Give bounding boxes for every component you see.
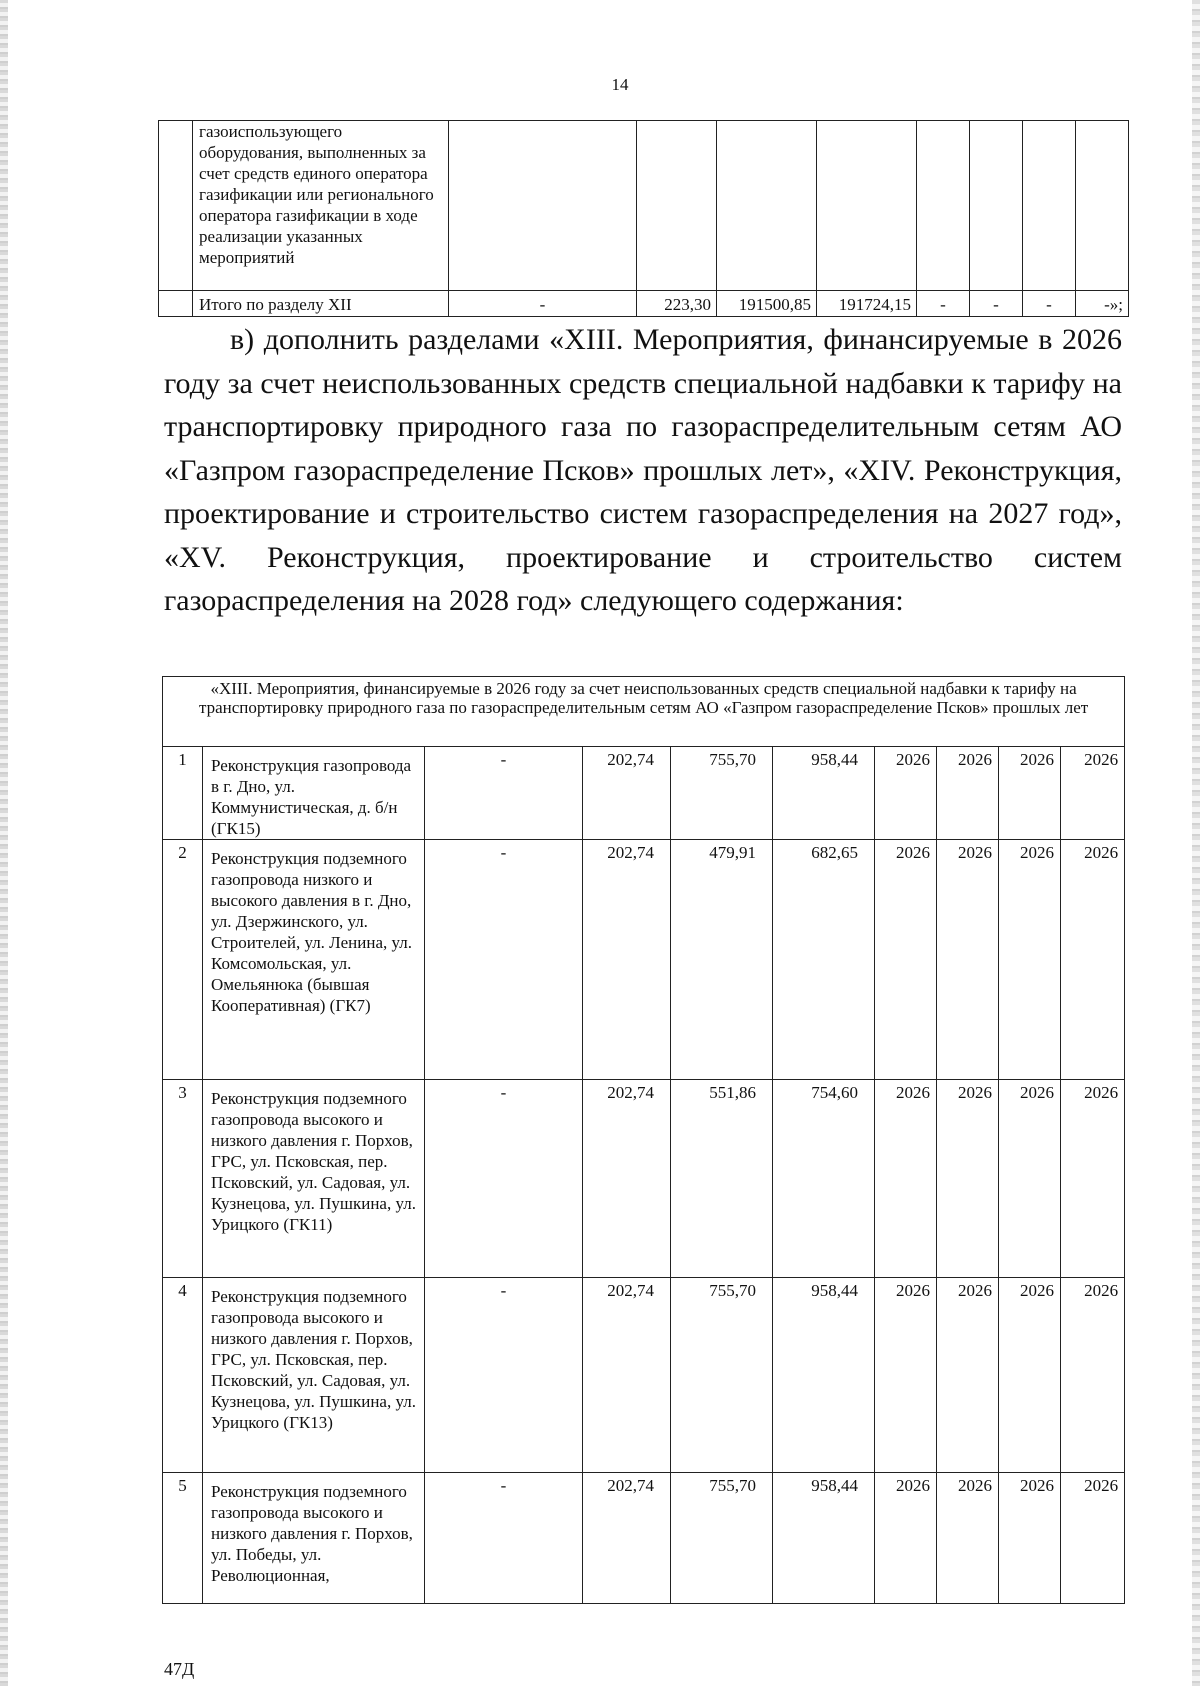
row-c2: 202,74 [583, 840, 671, 1080]
row-name: Реконструкция подземного газопровода высокого и низкого давления г. Порхов, ГРС, ул. Псковская, пер. Псковский, ул. Садовая, ул. Кузнецова, ул. Пушкина, ул. Урицкого (ГК11) [203, 1080, 425, 1278]
document-code: 47Д [164, 1659, 195, 1679]
row-name: Реконструкция газопровода в г. Дно, ул. Коммунистическая, д. б/н (ГК15) [203, 747, 425, 840]
row-index: 2 [163, 840, 203, 1080]
row-c2: 202,74 [583, 1278, 671, 1473]
table-cell [970, 121, 1023, 291]
row-c2: 202,74 [583, 1473, 671, 1604]
table-row [159, 121, 1129, 291]
row-c3: 755,70 [671, 747, 773, 840]
table-row [163, 1080, 1125, 1278]
table-row [163, 747, 1125, 840]
table-section-xii-end [158, 120, 1129, 317]
section-caption: «XIII. Мероприятия, финансируемые в 2026 году за счет неиспользованных средств специальной надбавки к тарифу на транспортировку природного газа по газораспределительным сетям АО «Газпром газораспределение Псков» прошлых лет [163, 677, 1125, 747]
table-row [163, 1473, 1125, 1604]
row-index: 4 [163, 1278, 203, 1473]
row-y4: 2026 [1061, 747, 1125, 840]
row-c4: 754,60 [773, 1080, 875, 1278]
row-c2: 202,74 [583, 747, 671, 840]
amendment-paragraph [164, 318, 1122, 623]
row-index: 1 [163, 747, 203, 840]
row-c1: - [425, 1080, 583, 1278]
table-cell [449, 121, 637, 291]
row-y4: 2026 [1061, 1473, 1125, 1604]
row-y3: 2026 [999, 1080, 1061, 1278]
row-c3: 755,70 [671, 1278, 773, 1473]
row-y2: 2026 [937, 1473, 999, 1604]
total-row [159, 291, 1129, 317]
table-cell [717, 121, 817, 291]
total-c5: - [917, 291, 970, 317]
row-name: Реконструкция подземного газопровода высокого и низкого давления г. Порхов, ГРС, ул. Псковская, пер. Псковский, ул. Садовая, ул. Кузнецова, ул. Пушкина, ул. Урицкого (ГК13) [203, 1278, 425, 1473]
row-c1: - [425, 1278, 583, 1473]
row-y3: 2026 [999, 840, 1061, 1080]
row-y1: 2026 [875, 840, 937, 1080]
row-c1: - [425, 1473, 583, 1604]
row-y2: 2026 [937, 1080, 999, 1278]
page-number: 14 [611, 75, 629, 94]
table-row [163, 1278, 1125, 1473]
row-y4: 2026 [1061, 1080, 1125, 1278]
row-y2: 2026 [937, 840, 999, 1080]
caption-row [163, 677, 1125, 747]
row-c4: 958,44 [773, 747, 875, 840]
table-section-xiii [162, 676, 1125, 1604]
row-index: 3 [163, 1080, 203, 1278]
row-c4: 958,44 [773, 1473, 875, 1604]
total-c2: 223,30 [637, 291, 717, 317]
row-c1: - [425, 747, 583, 840]
total-c8: -»; [1076, 291, 1129, 317]
row-y3: 2026 [999, 747, 1061, 840]
row-y1: 2026 [875, 1473, 937, 1604]
total-c4: 191724,15 [817, 291, 917, 317]
row-y2: 2026 [937, 1278, 999, 1473]
row-y3: 2026 [999, 1278, 1061, 1473]
row-c4: 958,44 [773, 1278, 875, 1473]
scan-edge-left [0, 0, 8, 1686]
table-cell [159, 291, 193, 317]
total-c3: 191500,85 [717, 291, 817, 317]
table-row [163, 840, 1125, 1080]
row-c3: 755,70 [671, 1473, 773, 1604]
table-cell [1023, 121, 1076, 291]
row-y2: 2026 [937, 747, 999, 840]
amendment-text: в) дополнить разделами «XIII. Мероприятия, финансируемые в 2026 году за счет неиспользованных средств специальной надбавки к тарифу на транспортировку природного газа по газораспределительным сетям АО «Газпром газораспределение Псков» прошлых лет», «XIV. Реконструкция, проектирование и строительство систем газораспределения на 2027 год», «XV. Реконструкция, проектирование и строительство систем газораспределения на 2028 год» следующего содержания: [164, 323, 1122, 617]
row-c1: - [425, 840, 583, 1080]
row-y1: 2026 [875, 1278, 937, 1473]
row-y4: 2026 [1061, 840, 1125, 1080]
row-name: газоиспользующего оборудования, выполненных за счет средств единого оператора газификации или регионального оператора газификации в ходе реализации указанных мероприятий [193, 121, 449, 291]
row-c2: 202,74 [583, 1080, 671, 1278]
row-y1: 2026 [875, 747, 937, 840]
row-c3: 479,91 [671, 840, 773, 1080]
total-c7: - [1023, 291, 1076, 317]
row-index: 5 [163, 1473, 203, 1604]
scan-edge-right [1192, 0, 1200, 1686]
row-c4: 682,65 [773, 840, 875, 1080]
table-cell [817, 121, 917, 291]
row-y4: 2026 [1061, 1278, 1125, 1473]
total-c6: - [970, 291, 1023, 317]
total-c1: - [449, 291, 637, 317]
table-cell [637, 121, 717, 291]
row-name: Реконструкция подземного газопровода высокого и низкого давления г. Порхов, ул. Победы, ул. Революционная, [203, 1473, 425, 1604]
row-name: Реконструкция подземного газопровода низкого и высокого давления в г. Дно, ул. Дзержинского, ул. Строителей, ул. Ленина, ул. Комсомольская, ул. Омельянюка (бывшая Кооперативная) (ГК7) [203, 840, 425, 1080]
total-label: Итого по разделу XII [193, 291, 449, 317]
row-y1: 2026 [875, 1080, 937, 1278]
row-c3: 551,86 [671, 1080, 773, 1278]
row-y3: 2026 [999, 1473, 1061, 1604]
table-cell [1076, 121, 1129, 291]
table-cell [159, 121, 193, 291]
table-cell [917, 121, 970, 291]
